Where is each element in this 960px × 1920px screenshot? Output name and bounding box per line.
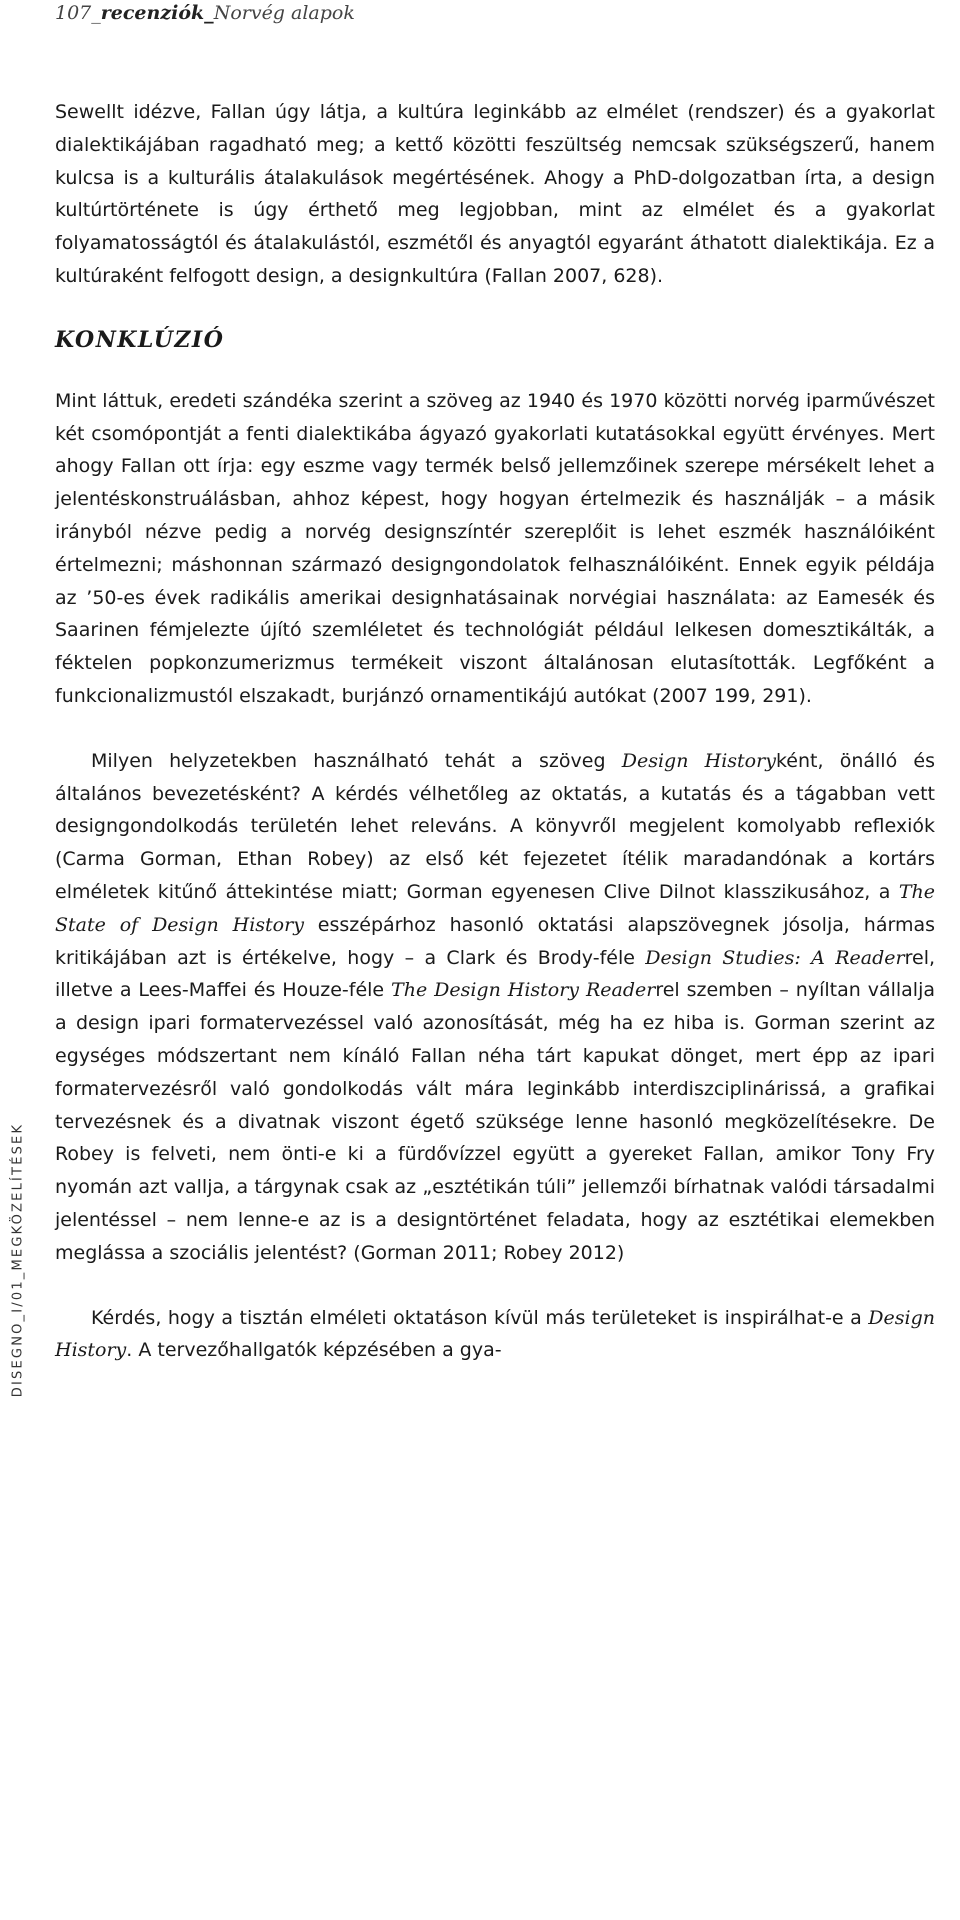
cited-title: The Design History Reader: [391, 979, 656, 1002]
paragraph-question: Kérdés, hogy a tisztán elméleti oktatáson kívül más területeket is inspirálhat-e a Design History. A tervezőhallgatók képzésében a gya-: [55, 1306, 935, 1362]
page-number: 107_: [55, 2, 101, 24]
cited-title: The State of Design History: [55, 880, 935, 936]
book-title: Design History: [621, 749, 776, 772]
journal-side-label: DISEGNO_I/01_MEGKÖZELÍTÉSEK: [10, 1122, 26, 1398]
paragraph-usage: Milyen helyzetekben használható tehát a szöveg Design Historyként, önálló és általános bevezetésként? A kérdés vélhetőleg az oktatás, a kutatás és a tágabban vett designgondolkodás területén lehet releváns. A könyvről megjelent komolyabb reflexiók (Carma Gorman, Ethan Robey) az első két fejezetet ítélik maradandónak a kortárs elméletek kitűnő áttekintése miatt; Gorman egyenesen Clive Dilnot klasszikusához, a The State of Design History esszépárhoz hasonló oktatási alapszövegnek jósolja, hármas kritikájában azt is értékelve, hogy – a Clark és Brody-féle Design Studies: A Readerrel, illetve a Lees-Maffei és Houze-féle The Design History Readerrel szemben – nyíltan vállalja a design ipari formatervezéssel való azonosítását, még ha ez hiba is. Gorman szerint az egységes módszertant nem kínáló Fallan néha tárt kapukat dönget, mert épp az ipari formatervezésről való gondolkodás vált mára leginkább interdiszciplinárissá, a grafikai tervezésnek és a divatnak viszont égető szüksége lenne hasonló megközelítésekre. De Robey is felveti, nem önti-e ki a fürdővízzel együtt a gyereket Fallan, amikor Tony Fry nyomán azt vallja, a tárgynak csak az „esztétikán túli” jellemzői bírhatnak valódi társadalmi jelentéssel – nem lenne-e az is a designtörténet feladata, hogy az esztétikai elemekben meglássa a szociális jelentést? (Gorman 2011; Robey 2012): [55, 749, 936, 1264]
article-title: Norvég alapok: [213, 2, 355, 24]
section-name: recenziók_: [100, 2, 214, 24]
section-heading: KONKLÚZIÓ: [55, 326, 225, 353]
paragraph-conclusion: Mint láttuk, eredeti szándéka szerint a szöveg az 1940 és 1970 közötti norvég iparművészet két csomópontját a fenti dialektikába ágyazó gyakorlati kutatásokkal együtt érvényes. Mert ahogy Fallan ott írja: egy eszme vagy termék belső jellemzőinek szerepe mérsékelt lehet a jelentéskonstruálásban, ahhoz képest, hogy hogyan értelmezik és használják – a másik irányból nézve pedig a norvég designszíntér szereplőit is lehet eszmék használóiként értelmezni; máshonnan származó designgondolatok felhasználóiként. Ennek egyik példája az ’50-es évek radikális amerikai designhatásainak norvégiai használata: az Eamesék és Saarinen fémjelezte újító szemléletet és technológiát például lelkesen domesztikálták, a féktelen popkonzumerizmus termékeit viszont általánosan elutasították. Legfőként a funkcionalizmustól elszakadt, burjánzó ornamentikájú autókat (2007 199, 291).: [55, 389, 935, 707]
paragraph-intro: Sewellt idézve, Fallan úgy látja, a kultúra leginkább az elmélet (rendszer) és a gyakorlat dialektikájában ragadható meg; a kettő közötti feszültség nemcsak szükségszerű, hanem kulcsa is a kulturális átalakulások megértésének. Ahogy a PhD-dolgozatban írta, a design kultúrtörténete is úgy érthető meg legjobban, mint az elmélet és a gyakorlat folyamatosságtól és átalakulástól, eszmétől és anyagtól egyaránt áthatott dialektikája. Ez a kultúraként felfogott design, a designkultúra (Fallan 2007, 628).: [55, 101, 935, 287]
cited-title: Design Studies: A Reader: [645, 946, 905, 969]
running-header: [55, 2, 355, 24]
article-body: [55, 96, 935, 1367]
book-title: Design History: [55, 1306, 935, 1362]
